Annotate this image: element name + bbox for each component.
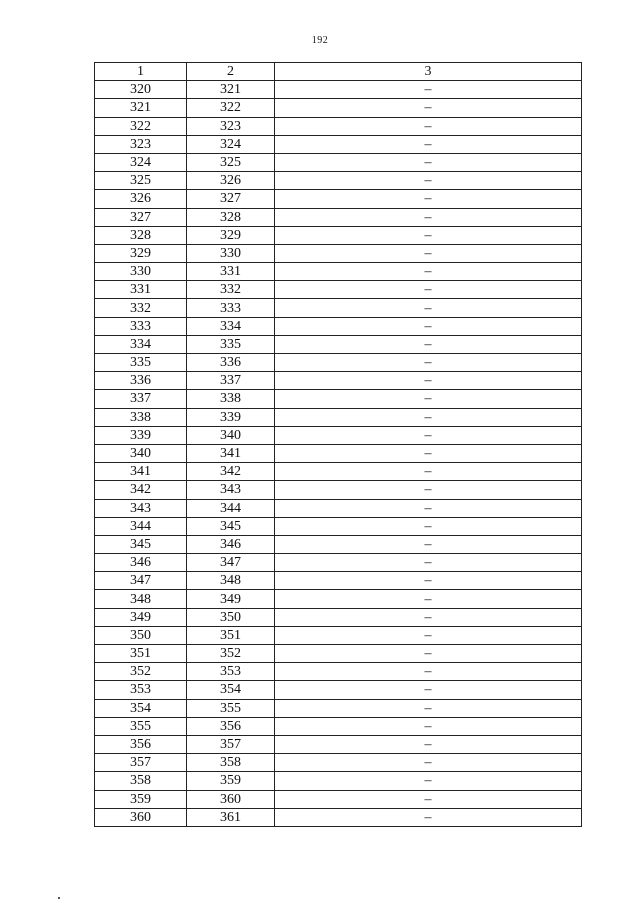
table-cell-col-1: 340 (95, 444, 187, 462)
table-cell-col-1: 329 (95, 244, 187, 262)
table-cell-col-2: 346 (187, 535, 275, 553)
table-cell-col-2: 339 (187, 408, 275, 426)
table-cell-col-3: – (275, 390, 582, 408)
table-cell-col-3: – (275, 317, 582, 335)
table-row (95, 190, 582, 208)
table-row (95, 808, 582, 826)
table-row (95, 172, 582, 190)
table-cell-col-1: 356 (95, 735, 187, 753)
table-cell-col-1: 334 (95, 335, 187, 353)
table-cell-col-3: – (275, 117, 582, 135)
table-cell-col-1: 339 (95, 426, 187, 444)
table-cell-col-2: 326 (187, 172, 275, 190)
table-row (95, 408, 582, 426)
table-cell-col-2: 342 (187, 463, 275, 481)
table-cell-col-2: 344 (187, 499, 275, 517)
table-cell-col-1: 352 (95, 663, 187, 681)
table-cell-col-2: 348 (187, 572, 275, 590)
table-row (95, 281, 582, 299)
table-cell-col-2: 330 (187, 244, 275, 262)
table-row (95, 117, 582, 135)
table-cell-col-2: 345 (187, 517, 275, 535)
table-cell-col-3: – (275, 99, 582, 117)
table-cell-col-1: 351 (95, 645, 187, 663)
table-cell-col-1: 342 (95, 481, 187, 499)
table-cell-col-3: – (275, 590, 582, 608)
table-cell-col-3: – (275, 772, 582, 790)
table-cell-col-1: 332 (95, 299, 187, 317)
table-cell-col-1: 328 (95, 226, 187, 244)
table-cell-col-2: 322 (187, 99, 275, 117)
table-cell-col-1: 321 (95, 99, 187, 117)
table-cell-col-3: – (275, 517, 582, 535)
table-cell-col-3: – (275, 372, 582, 390)
table-row (95, 681, 582, 699)
table-cell-col-3: – (275, 572, 582, 590)
table-cell-col-2: 338 (187, 390, 275, 408)
table-cell-col-3: – (275, 354, 582, 372)
table-cell-col-1: 336 (95, 372, 187, 390)
table-cell-col-3: – (275, 81, 582, 99)
column-header-3: 3 (275, 63, 582, 81)
table-cell-col-1: 354 (95, 699, 187, 717)
table-cell-col-2: 328 (187, 208, 275, 226)
table-row (95, 390, 582, 408)
table-cell-col-2: 343 (187, 481, 275, 499)
table-row (95, 626, 582, 644)
table-cell-col-3: – (275, 554, 582, 572)
table-cell-col-1: 341 (95, 463, 187, 481)
table-row (95, 226, 582, 244)
table-cell-col-2: 327 (187, 190, 275, 208)
table-row (95, 499, 582, 517)
table-cell-col-2: 334 (187, 317, 275, 335)
table-cell-col-2: 329 (187, 226, 275, 244)
table-cell-col-3: – (275, 790, 582, 808)
table-cell-col-1: 331 (95, 281, 187, 299)
table-cell-col-2: 357 (187, 735, 275, 753)
table-row (95, 135, 582, 153)
table-cell-col-1: 349 (95, 608, 187, 626)
table-cell-col-2: 324 (187, 135, 275, 153)
table-cell-col-1: 344 (95, 517, 187, 535)
table-cell-col-2: 359 (187, 772, 275, 790)
table-cell-col-3: – (275, 645, 582, 663)
table-cell-col-1: 345 (95, 535, 187, 553)
table-cell-col-3: – (275, 408, 582, 426)
table-row (95, 717, 582, 735)
table-row (95, 517, 582, 535)
table-row (95, 554, 582, 572)
table-cell-col-1: 343 (95, 499, 187, 517)
table-cell-col-1: 324 (95, 153, 187, 171)
table-cell-col-3: – (275, 754, 582, 772)
table-cell-col-1: 338 (95, 408, 187, 426)
table-cell-col-1: 353 (95, 681, 187, 699)
header-row (95, 63, 582, 81)
table-cell-col-2: 356 (187, 717, 275, 735)
table-cell-col-3: – (275, 335, 582, 353)
table-cell-col-3: – (275, 608, 582, 626)
table-cell-col-1: 350 (95, 626, 187, 644)
table-row (95, 735, 582, 753)
table-cell-col-1: 322 (95, 117, 187, 135)
table-row (95, 299, 582, 317)
table-cell-col-3: – (275, 481, 582, 499)
table-cell-col-1: 359 (95, 790, 187, 808)
table-header (95, 63, 582, 81)
table-cell-col-2: 331 (187, 263, 275, 281)
table-row (95, 426, 582, 444)
table-cell-col-2: 323 (187, 117, 275, 135)
table-cell-col-1: 327 (95, 208, 187, 226)
table-cell-col-1: 333 (95, 317, 187, 335)
table-row (95, 481, 582, 499)
table-row (95, 317, 582, 335)
table-cell-col-3: – (275, 699, 582, 717)
table-cell-col-1: 347 (95, 572, 187, 590)
table-cell-col-3: – (275, 208, 582, 226)
table-cell-col-1: 320 (95, 81, 187, 99)
table-row (95, 535, 582, 553)
scan-mark (58, 897, 60, 899)
table-row (95, 263, 582, 281)
table-cell-col-3: – (275, 535, 582, 553)
table-cell-col-3: – (275, 135, 582, 153)
table-cell-col-1: 326 (95, 190, 187, 208)
table-cell-col-1: 348 (95, 590, 187, 608)
table-cell-col-3: – (275, 717, 582, 735)
table-cell-col-3: – (275, 190, 582, 208)
table-cell-col-3: – (275, 281, 582, 299)
table-row (95, 354, 582, 372)
page-number: 192 (311, 35, 329, 46)
table-row (95, 754, 582, 772)
table-cell-col-1: 355 (95, 717, 187, 735)
table-row (95, 699, 582, 717)
table-cell-col-2: 350 (187, 608, 275, 626)
table-cell-col-2: 335 (187, 335, 275, 353)
table-row (95, 590, 582, 608)
table-row (95, 572, 582, 590)
table-cell-col-3: – (275, 463, 582, 481)
table-cell-col-2: 340 (187, 426, 275, 444)
table-row (95, 81, 582, 99)
table-cell-col-3: – (275, 626, 582, 644)
table-cell-col-3: – (275, 663, 582, 681)
table-cell-col-1: 323 (95, 135, 187, 153)
table-cell-col-3: – (275, 172, 582, 190)
table-cell-col-3: – (275, 153, 582, 171)
table-cell-col-1: 335 (95, 354, 187, 372)
table-cell-col-3: – (275, 244, 582, 262)
table-cell-col-3: – (275, 735, 582, 753)
table-cell-col-3: – (275, 499, 582, 517)
table-row (95, 645, 582, 663)
table-cell-col-3: – (275, 426, 582, 444)
table-row (95, 244, 582, 262)
table-cell-col-1: 346 (95, 554, 187, 572)
table-cell-col-2: 354 (187, 681, 275, 699)
column-header-2: 2 (187, 63, 275, 81)
table-row (95, 335, 582, 353)
table-body (95, 81, 582, 827)
table-row (95, 153, 582, 171)
table-cell-col-2: 341 (187, 444, 275, 462)
table-cell-col-2: 358 (187, 754, 275, 772)
table-cell-col-1: 360 (95, 808, 187, 826)
table-cell-col-3: – (275, 681, 582, 699)
table-cell-col-2: 347 (187, 554, 275, 572)
table-cell-col-2: 355 (187, 699, 275, 717)
table-row (95, 444, 582, 462)
table-cell-col-2: 361 (187, 808, 275, 826)
table-row (95, 99, 582, 117)
table-row (95, 790, 582, 808)
table-cell-col-2: 349 (187, 590, 275, 608)
table-cell-col-1: 330 (95, 263, 187, 281)
table-cell-col-2: 325 (187, 153, 275, 171)
table-row (95, 608, 582, 626)
table-cell-col-3: – (275, 808, 582, 826)
table-cell-col-2: 337 (187, 372, 275, 390)
table-row (95, 372, 582, 390)
table-cell-col-1: 337 (95, 390, 187, 408)
table-cell-col-2: 352 (187, 645, 275, 663)
table-row (95, 463, 582, 481)
table-row (95, 663, 582, 681)
table-cell-col-2: 351 (187, 626, 275, 644)
table-cell-col-3: – (275, 299, 582, 317)
table-cell-col-1: 357 (95, 754, 187, 772)
table-cell-col-2: 332 (187, 281, 275, 299)
table-row (95, 208, 582, 226)
data-table (94, 62, 582, 827)
table-cell-col-3: – (275, 263, 582, 281)
table-cell-col-1: 358 (95, 772, 187, 790)
table-cell-col-3: – (275, 444, 582, 462)
column-header-1: 1 (95, 63, 187, 81)
table-cell-col-3: – (275, 226, 582, 244)
table-cell-col-1: 325 (95, 172, 187, 190)
table-cell-col-2: 321 (187, 81, 275, 99)
table-row (95, 772, 582, 790)
table-cell-col-2: 333 (187, 299, 275, 317)
table-cell-col-2: 353 (187, 663, 275, 681)
table-cell-col-2: 336 (187, 354, 275, 372)
table-cell-col-2: 360 (187, 790, 275, 808)
